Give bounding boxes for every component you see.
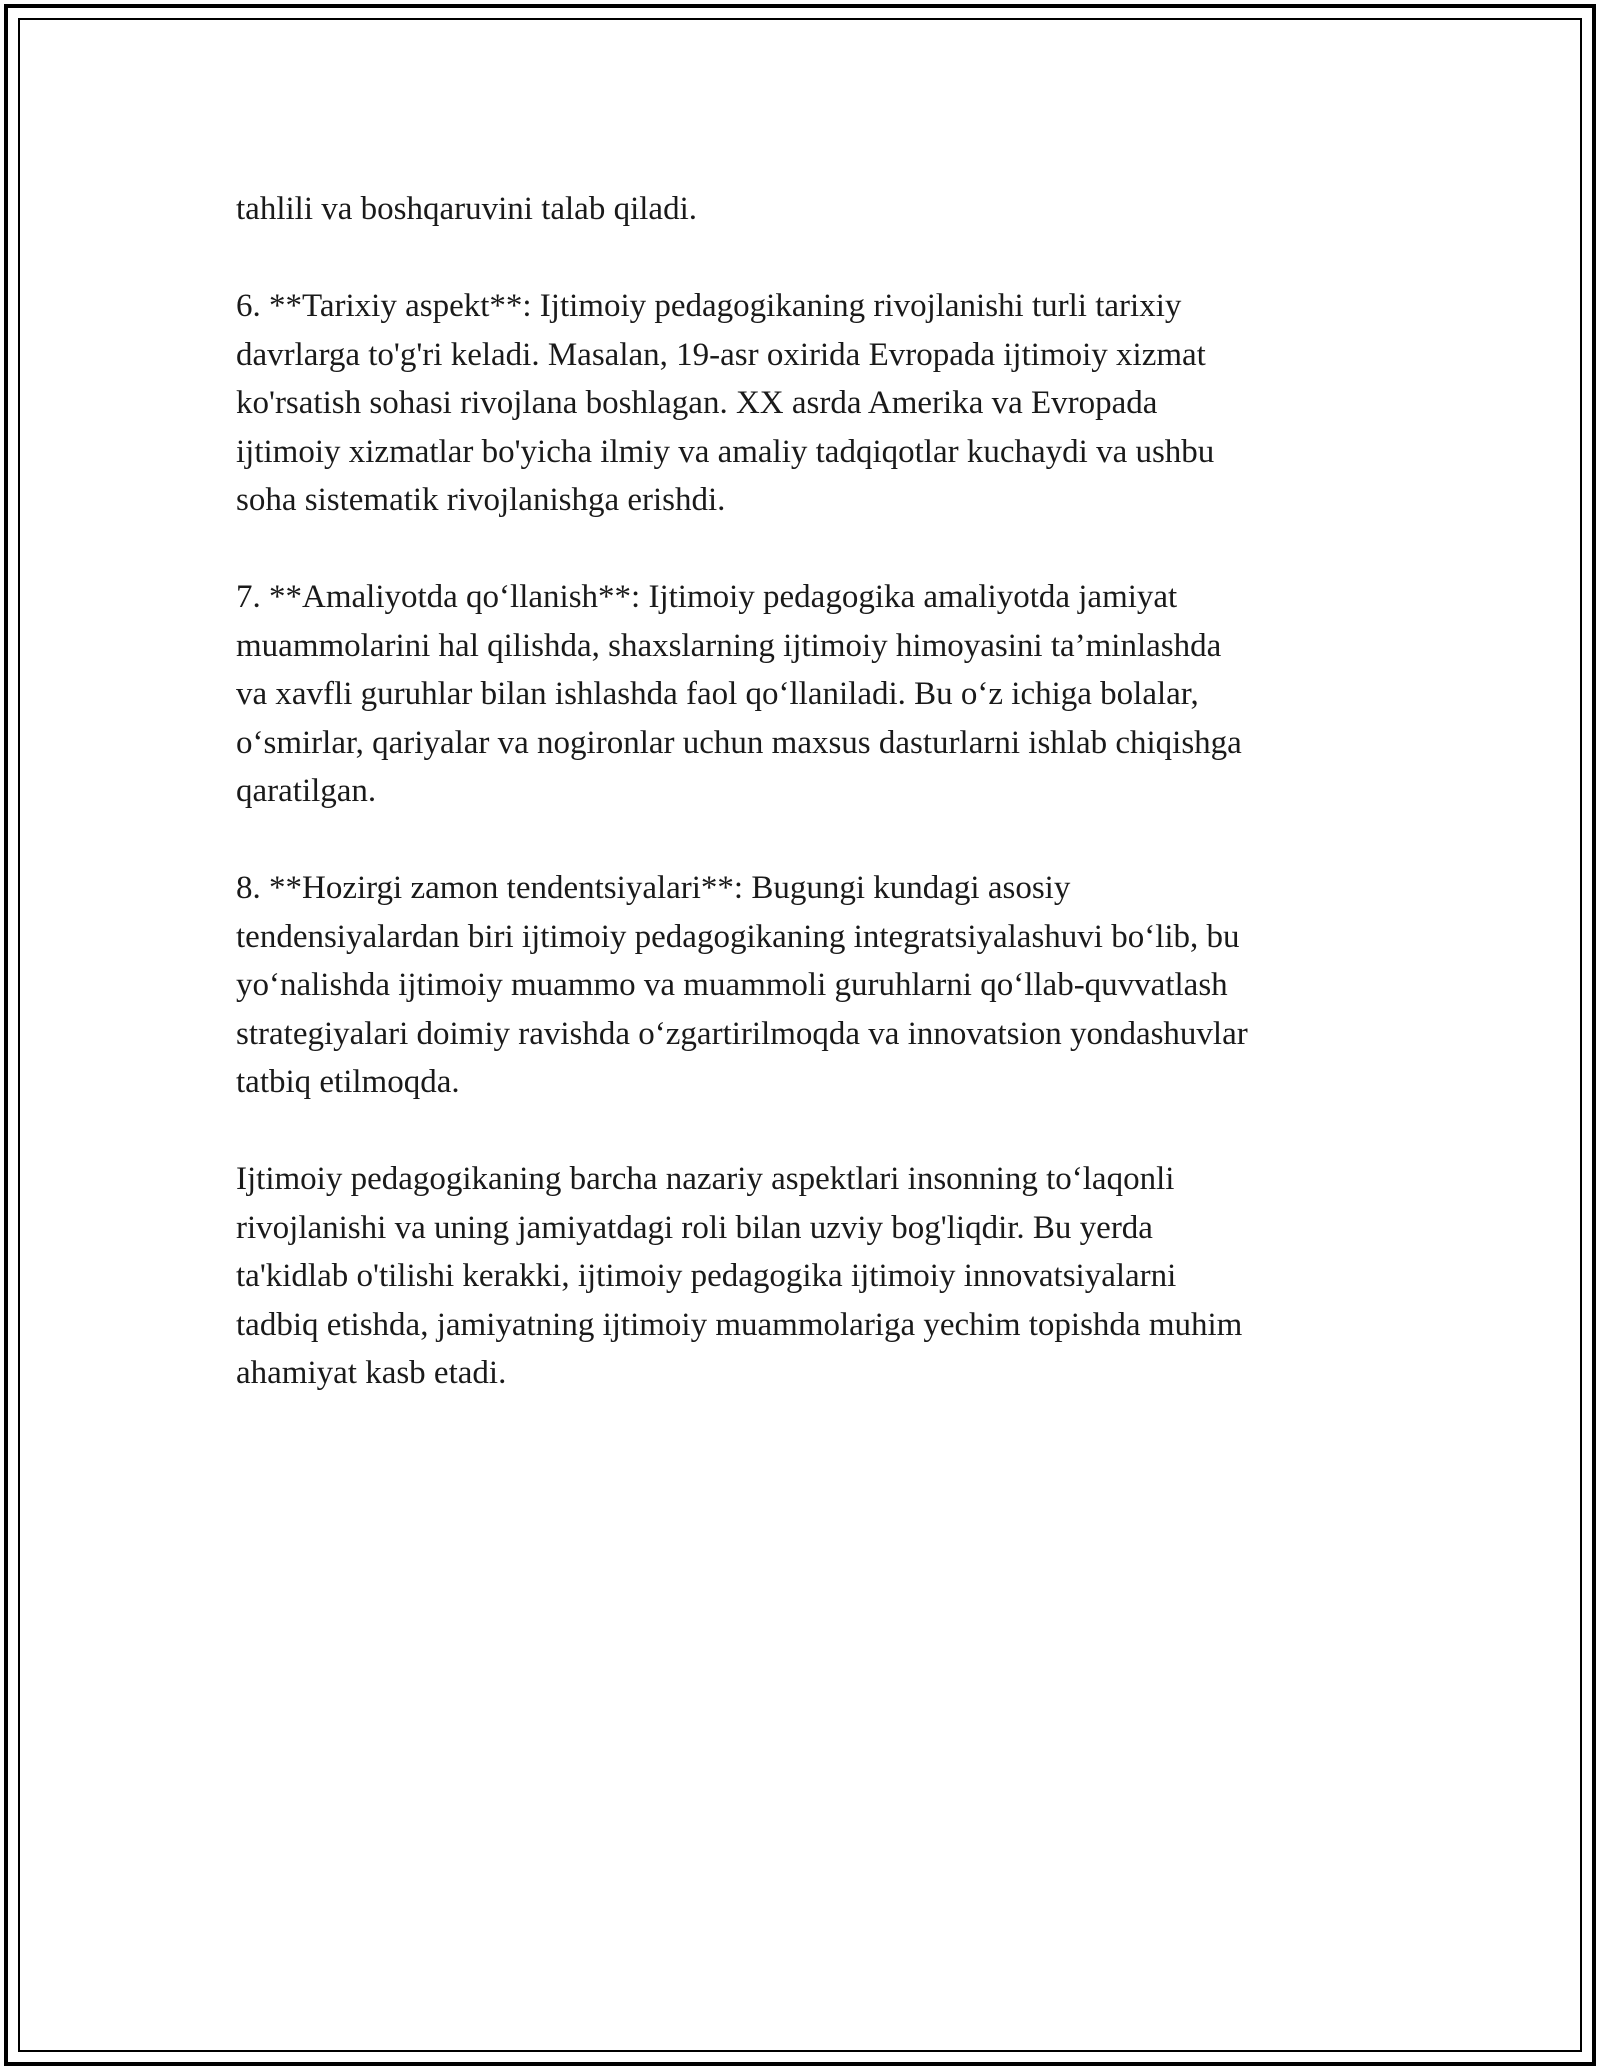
text-line: qaratilgan.	[236, 773, 377, 809]
text-line: ahamiyat kasb etadi.	[236, 1355, 507, 1391]
text-line: strategiyalari doimiy ravishda o‘zgartirilmoqda va innovatsion yondashuvlar	[236, 1015, 1248, 1052]
text-line: 6. **Tarixiy aspekt**: Ijtimoiy pedagogikaning rivojlanishi turli tarixiy	[236, 288, 1182, 324]
text-line: o‘smirlar, qariyalar va nogironlar uchun maxsus dasturlarni ishlab chiqishga	[236, 724, 1242, 761]
paragraph-practical-application	[236, 573, 1376, 816]
document-body	[236, 185, 1376, 1446]
text-line: Ijtimoiy pedagogikaning barcha nazariy aspektlari insonning to‘laqonli	[236, 1161, 1175, 1197]
text-line: ijtimoiy xizmatlar bo'yicha ilmiy va amaliy tadqiqotlar kuchaydi va ushbu	[236, 433, 1215, 470]
text-line: ko'rsatish sohasi rivojlana boshlagan. XX asrda Amerika va Evropada	[236, 385, 1158, 421]
paragraph-conclusion	[236, 1155, 1376, 1398]
paragraph-historical-aspect	[236, 282, 1376, 525]
paragraph-modern-trends	[236, 864, 1376, 1107]
text-line: ta'kidlab o'tilishi kerakki, ijtimoiy pedagogika ijtimoiy innovatsiyalarni	[236, 1258, 1177, 1294]
text-line: tahlili va boshqaruvini talab qiladi.	[236, 191, 697, 227]
text-line: tatbiq etilmoqda.	[236, 1064, 460, 1100]
text-line: tendensiyalardan biri ijtimoiy pedagogikaning integratsiyalashuvi bo‘lib, bu	[236, 918, 1240, 955]
text-line: yo‘nalishda ijtimoiy muammo va muammoli guruhlarni qo‘llab-quvvatlash	[236, 967, 1228, 1003]
text-line: tadbiq etishda, jamiyatning ijtimoiy muammolariga yechim topishda muhim	[236, 1306, 1243, 1343]
text-line: rivojlanishi va uning jamiyatdagi roli bilan uzviy bog'liqdir. Bu yerda	[236, 1209, 1153, 1246]
text-line: va xavfli guruhlar bilan ishlashda faol qo‘llaniladi. Bu o‘z ichiga bolalar,	[236, 676, 1199, 712]
text-line: soha sistematik rivojlanishga erishdi.	[236, 482, 726, 518]
text-line: 7. **Amaliyotda qo‘llanish**: Ijtimoiy pedagogika amaliyotda jamiyat	[236, 579, 1178, 615]
text-line: 8. **Hozirgi zamon tendentsiyalari**: Bugungi kundagi asosiy	[236, 870, 1071, 906]
text-line: muammolarini hal qilishda, shaxslarning ijtimoiy himoyasini ta’minlashda	[236, 627, 1222, 664]
text-line: davrlarga to'g'ri keladi. Masalan, 19-asr oxirida Evropada ijtimoiy xizmat	[236, 336, 1206, 373]
paragraph-continuation	[236, 185, 1376, 234]
